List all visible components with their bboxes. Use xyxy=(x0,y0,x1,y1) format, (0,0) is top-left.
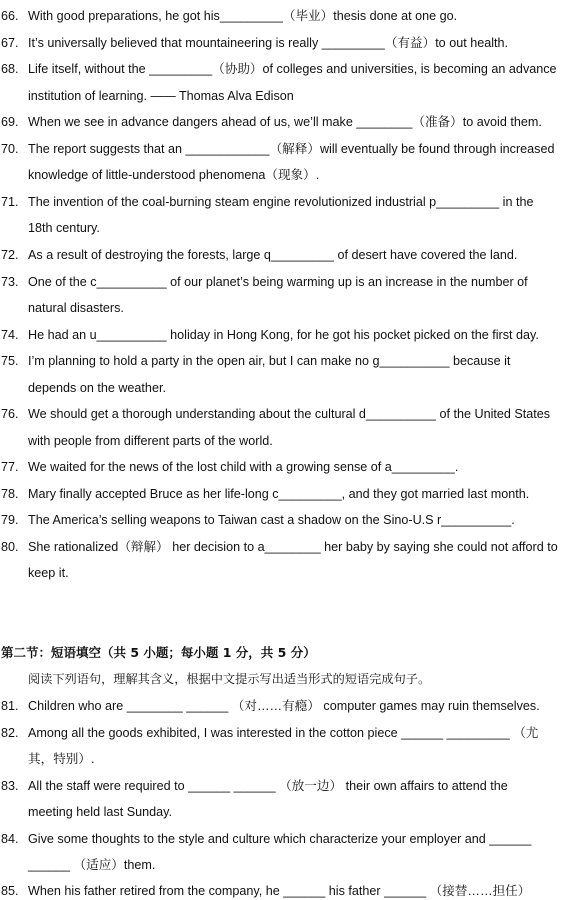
question-text: When his father retired from the company, he ______ his father ______ （接替……担任） xyxy=(28,884,531,898)
section-heading-text: 第二节：短语填空（共 5 小题；每小题 1 分，共 5 分） xyxy=(1,645,316,660)
question-text: She rationalized（辩解） her decision to a________ her baby by saying she could not afford to xyxy=(28,540,558,554)
question-text: I’m planning to hold a party in the open air, but I can make no g__________ because it xyxy=(28,354,511,368)
question-number: 69. xyxy=(1,115,19,129)
question-text: ______ （适应）them. xyxy=(28,858,156,872)
question-text: One of the c__________ of our planet’s being warming up is an increase in the number of xyxy=(28,275,528,289)
question-number: 74. xyxy=(1,328,19,342)
question-text: keep it. xyxy=(28,566,69,580)
question-number: 79. xyxy=(1,513,19,527)
question-text: Among all the goods exhibited, I was interested in the cotton piece ______ _________ （尤 xyxy=(28,726,539,740)
question-text: When we see in advance dangers ahead of us, we’ll make ________（准备）to avoid them. xyxy=(28,115,542,129)
question-number: 76. xyxy=(1,407,19,421)
question-number: 70. xyxy=(1,142,19,156)
question-number: 80. xyxy=(1,540,19,554)
question-number: 67. xyxy=(1,36,19,50)
question-number: 71. xyxy=(1,195,19,209)
question-text: institution of learning. —— Thomas Alva Edison xyxy=(28,89,294,103)
question-text: Life itself, without the _________（协助）of colleges and universities, is becoming an advance xyxy=(28,62,557,76)
question-number: 84. xyxy=(1,832,19,846)
question-text: with people from different parts of the world. xyxy=(28,434,273,448)
question-text: depends on the weather. xyxy=(28,381,166,395)
question-text: 18th century. xyxy=(28,221,100,235)
question-text: meeting held last Sunday. xyxy=(28,805,172,819)
question-text: The invention of the coal-burning steam engine revolutionized industrial p_________ in the xyxy=(28,195,534,209)
question-text: We waited for the news of the lost child with a growing sense of a_________. xyxy=(28,460,459,474)
question-text: All the staff were required to ______ ______ （放一边） their own affairs to attend the xyxy=(28,779,508,793)
question-number: 73. xyxy=(1,275,19,289)
question-number: 75. xyxy=(1,354,19,368)
question-number: 68. xyxy=(1,62,19,76)
question-number: 78. xyxy=(1,487,19,501)
question-text: knowledge of little-understood phenomena（现象）. xyxy=(28,168,320,182)
question-text: Give some thoughts to the style and culture which characterize your employer and ______ xyxy=(28,832,532,846)
question-text: As a result of destroying the forests, large q_________ of desert have covered the land. xyxy=(28,248,518,262)
question-text: natural disasters. xyxy=(28,301,124,315)
question-number: 82. xyxy=(1,726,19,740)
question-number: 77. xyxy=(1,460,19,474)
question-number: 83. xyxy=(1,779,19,793)
question-text: Mary finally accepted Bruce as her life-long c_________, and they got married last month. xyxy=(28,487,530,501)
question-number: 66. xyxy=(1,9,19,23)
question-text: 其，特别）. xyxy=(28,752,95,766)
question-text: The report suggests that an ____________（解释）will eventually be found through increased xyxy=(28,142,555,156)
section-instruction-text: 阅读下列语句，理解其含义，根据中文提示写出适当形式的短语完成句子。 xyxy=(28,672,431,686)
question-text: The America’s selling weapons to Taiwan cast a shadow on the Sino-U.S r__________. xyxy=(28,513,515,527)
question-text: We should get a thorough understanding about the cultural d__________ of the United States xyxy=(28,407,551,421)
question-text: With good preparations, he got his_________（毕业）thesis done at one go. xyxy=(28,9,458,23)
question-text: It’s universally believed that mountaineering is really _________（有益）to out health. xyxy=(28,36,509,50)
question-text: He had an u__________ holiday in Hong Kong, for he got his pocket picked on the first day. xyxy=(28,328,539,342)
question-number: 85. xyxy=(1,884,19,898)
question-number: 81. xyxy=(1,699,19,713)
question-text: Children who are ________ ______ （对……有瘾） computer games may ruin themselves. xyxy=(28,699,540,713)
question-number: 72. xyxy=(1,248,19,262)
